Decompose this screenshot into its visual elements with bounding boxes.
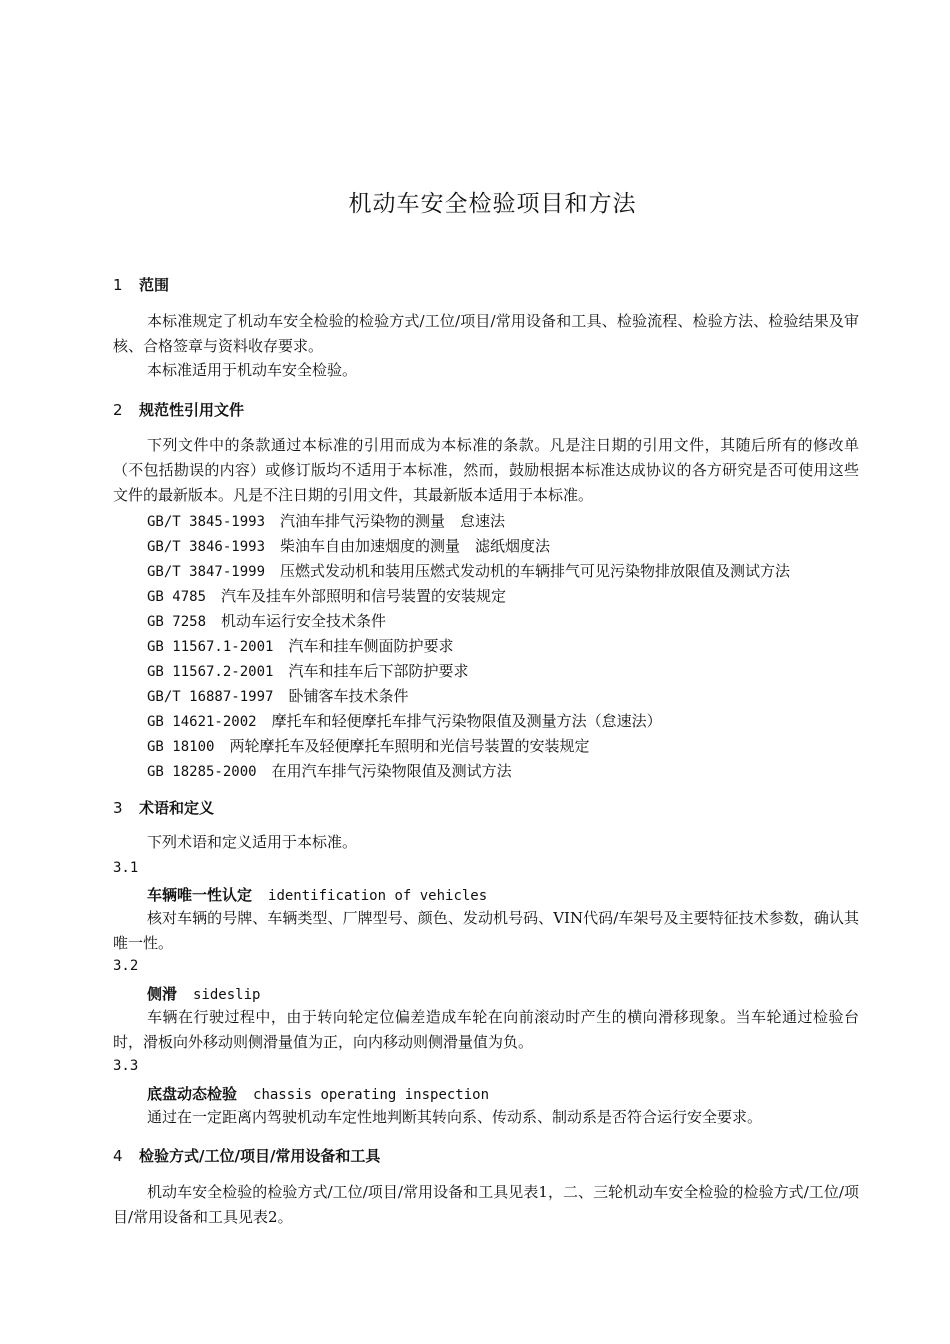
section-3-heading — [113, 797, 214, 818]
section-2-heading — [113, 399, 244, 420]
section-1-heading — [113, 274, 169, 295]
subsection-number: 3.1 — [113, 860, 139, 876]
paragraph: 本标准适用于机动车安全检验。 — [147, 361, 358, 379]
section-4-heading — [113, 1145, 380, 1166]
paragraph: 下列术语和定义适用于本标准。 — [147, 833, 358, 851]
subsection-number: 3.3 — [113, 1058, 139, 1074]
section-number: 2 — [113, 401, 123, 419]
section-title: 范围 — [139, 276, 170, 294]
reference-item: GB 14621-2002 摩托车和轻便摩托车排气污染物限值及测量方法（怠速法） — [147, 712, 662, 730]
term-definition: 通过在一定距离内驾驶机动车定性地判断其转向系、传动系、制动系是否符合运行安全要求。 — [147, 1108, 763, 1126]
paragraph: 本标准规定了机动车安全检验的检验方式/工位/项目/常用设备和工具、检验流程、检验方法、检验结果及审核、合格签章与资料收存要求。 — [113, 312, 859, 355]
term-heading: 侧滑 sideslip — [147, 985, 261, 1003]
reference-item: GB/T 3846-1993 柴油车自由加速烟度的测量 滤纸烟度法 — [147, 537, 551, 555]
paragraph: 机动车安全检验的检验方式/工位/项目/常用设备和工具见表1，二、三轮机动车安全检验的检验方式/工位/项目/常用设备和工具见表2。 — [113, 1183, 859, 1226]
reference-item: GB/T 3847-1999 压燃式发动机和装用压燃式发动机的车辆排气可见污染物排放限值及测试方法 — [147, 562, 791, 580]
reference-item: GB/T 3845-1993 汽油车排气污染物的测量 怠速法 — [147, 512, 506, 530]
term-definition: 核对车辆的号牌、车辆类型、厂牌型号、颜色、发动机号码、VIN代码/车架号及主要特征技术参数，确认其唯一性。 — [113, 909, 859, 952]
reference-item: GB 18100 两轮摩托车及轻便摩托车照明和光信号装置的安装规定 — [147, 737, 590, 755]
document-title: 机动车安全检验项目和方法 — [348, 191, 637, 217]
section-title: 规范性引用文件 — [139, 401, 245, 419]
reference-item: GB 7258 机动车运行安全技术条件 — [147, 612, 387, 630]
reference-item: GB 18285-2000 在用汽车排气污染物限值及测试方法 — [147, 762, 512, 780]
section-number: 1 — [113, 276, 123, 294]
term-heading: 底盘动态检验 chassis operating inspection — [147, 1085, 490, 1103]
reference-item: GB/T 16887-1997 卧铺客车技术条件 — [147, 687, 409, 705]
reference-item: GB 4785 汽车及挂车外部照明和信号装置的安装规定 — [147, 587, 507, 605]
section-number: 4 — [113, 1147, 123, 1165]
paragraph: 下列文件中的条款通过本标准的引用而成为本标准的条款。凡是注日期的引用文件，其随后所有的修改单（不包括勘误的内容）或修订版均不适用于本标准，然而，鼓励根据本标准达成协议的各方研究是否可使用这些文件的最新版本。凡是不注日期的引用文件，其最新版本适用于本标准。 — [113, 436, 859, 504]
term-definition: 车辆在行驶过程中，由于转向轮定位偏差造成车轮在向前滚动时产生的横向滑移现象。当车轮通过检验台时，滑板向外移动则侧滑量值为正，向内移动则侧滑量值为负。 — [113, 1008, 859, 1051]
term-heading: 车辆唯一性认定 identification of vehicles — [147, 886, 488, 904]
reference-item: GB 11567.1-2001 汽车和挂车侧面防护要求 — [147, 637, 454, 655]
section-number: 3 — [113, 799, 123, 817]
section-title: 检验方式/工位/项目/常用设备和工具 — [139, 1147, 381, 1165]
section-title: 术语和定义 — [139, 799, 215, 817]
subsection-number: 3.2 — [113, 958, 139, 974]
reference-item: GB 11567.2-2001 汽车和挂车后下部防护要求 — [147, 662, 469, 680]
